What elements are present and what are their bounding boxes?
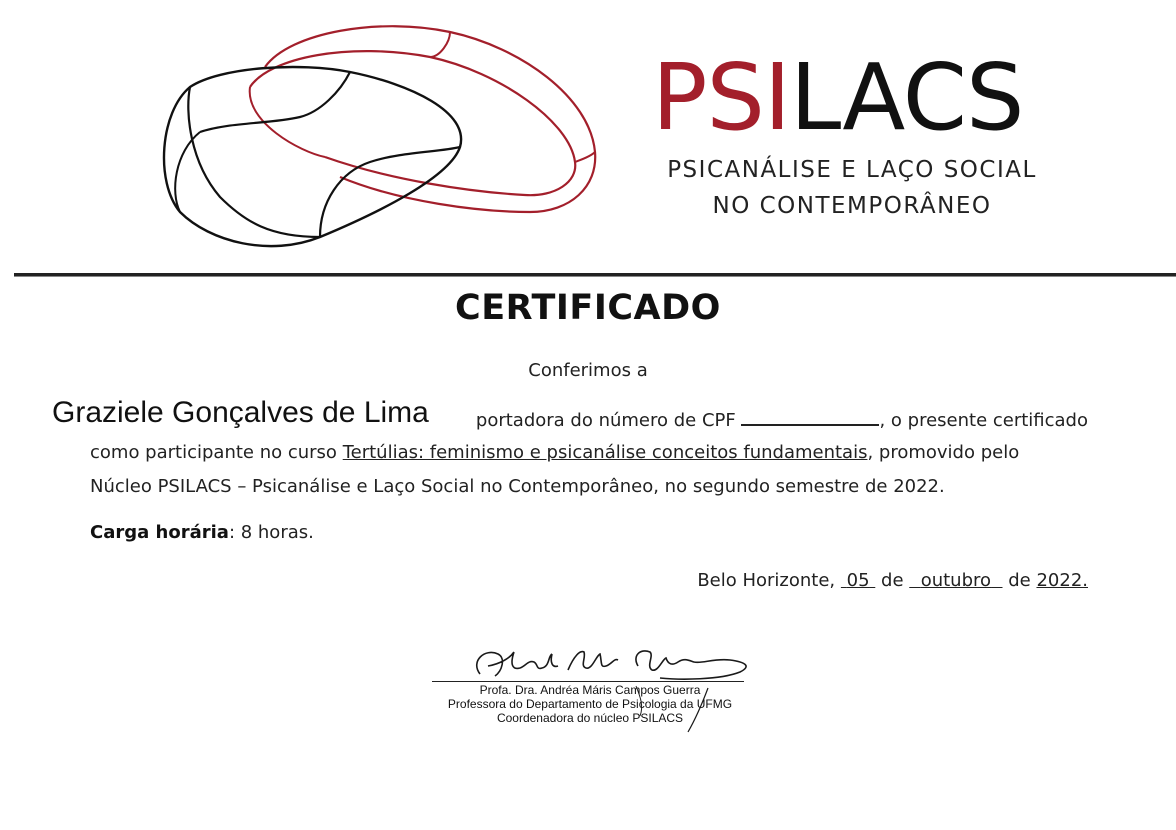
certificate-title: CERTIFICADO	[455, 288, 721, 328]
brand-wordmark	[652, 44, 1052, 151]
signatory-role: Professora do Departamento de Psicologia da UFMG	[447, 697, 733, 711]
date-city: Belo Horizonte,	[697, 570, 836, 591]
hours-value: : 8 horas.	[228, 522, 314, 543]
line1-text-b: , o presente certificado	[879, 410, 1088, 431]
date-line	[697, 570, 1088, 591]
confirm-text: Conferimos a	[528, 360, 648, 381]
hours-label: Carga horária	[90, 522, 229, 543]
line2-text-a: como participante no curso	[90, 442, 337, 463]
line1-text-a: portadora do número de CPF	[475, 410, 736, 431]
date-de-1: de	[881, 570, 904, 591]
line2-text-b: , promovido pelo	[867, 442, 1020, 463]
cpf-blank	[741, 408, 879, 426]
brand-psi: PSI	[652, 44, 791, 151]
signatory-position: Coordenadora do núcleo PSILACS	[496, 711, 684, 725]
signatory-name: Profa. Dra. Andréa Máris Campos Guerra	[479, 683, 701, 697]
signatory-block	[400, 683, 780, 725]
hours-line	[90, 522, 314, 543]
date-month: outubro	[920, 570, 992, 591]
date-day: 05	[846, 570, 870, 591]
course-name: Tertúlias: feminismo e psicanálise conceitos fundamentais	[342, 442, 868, 463]
psilacs-ribbon-logo	[150, 12, 620, 262]
brand-subtitle-line1: PSICANÁLISE E LAÇO SOCIAL	[667, 157, 1037, 183]
recipient-name: Graziele Gonçalves de Lima	[52, 396, 429, 429]
header-divider	[14, 273, 1176, 277]
brand-block	[652, 44, 1052, 224]
brand-lacs: LACS	[790, 44, 1024, 151]
date-year: 2022.	[1036, 570, 1088, 591]
signature-rule	[432, 681, 744, 682]
body-line-3: Núcleo PSILACS – Psicanálise e Laço Social no Contemporâneo, no segundo semestre de 2022.	[90, 476, 945, 497]
date-de-2: de	[1008, 570, 1031, 591]
body-line-2	[90, 442, 1088, 463]
brand-subtitle-line2: NO CONTEMPORÂNEO	[712, 193, 992, 219]
